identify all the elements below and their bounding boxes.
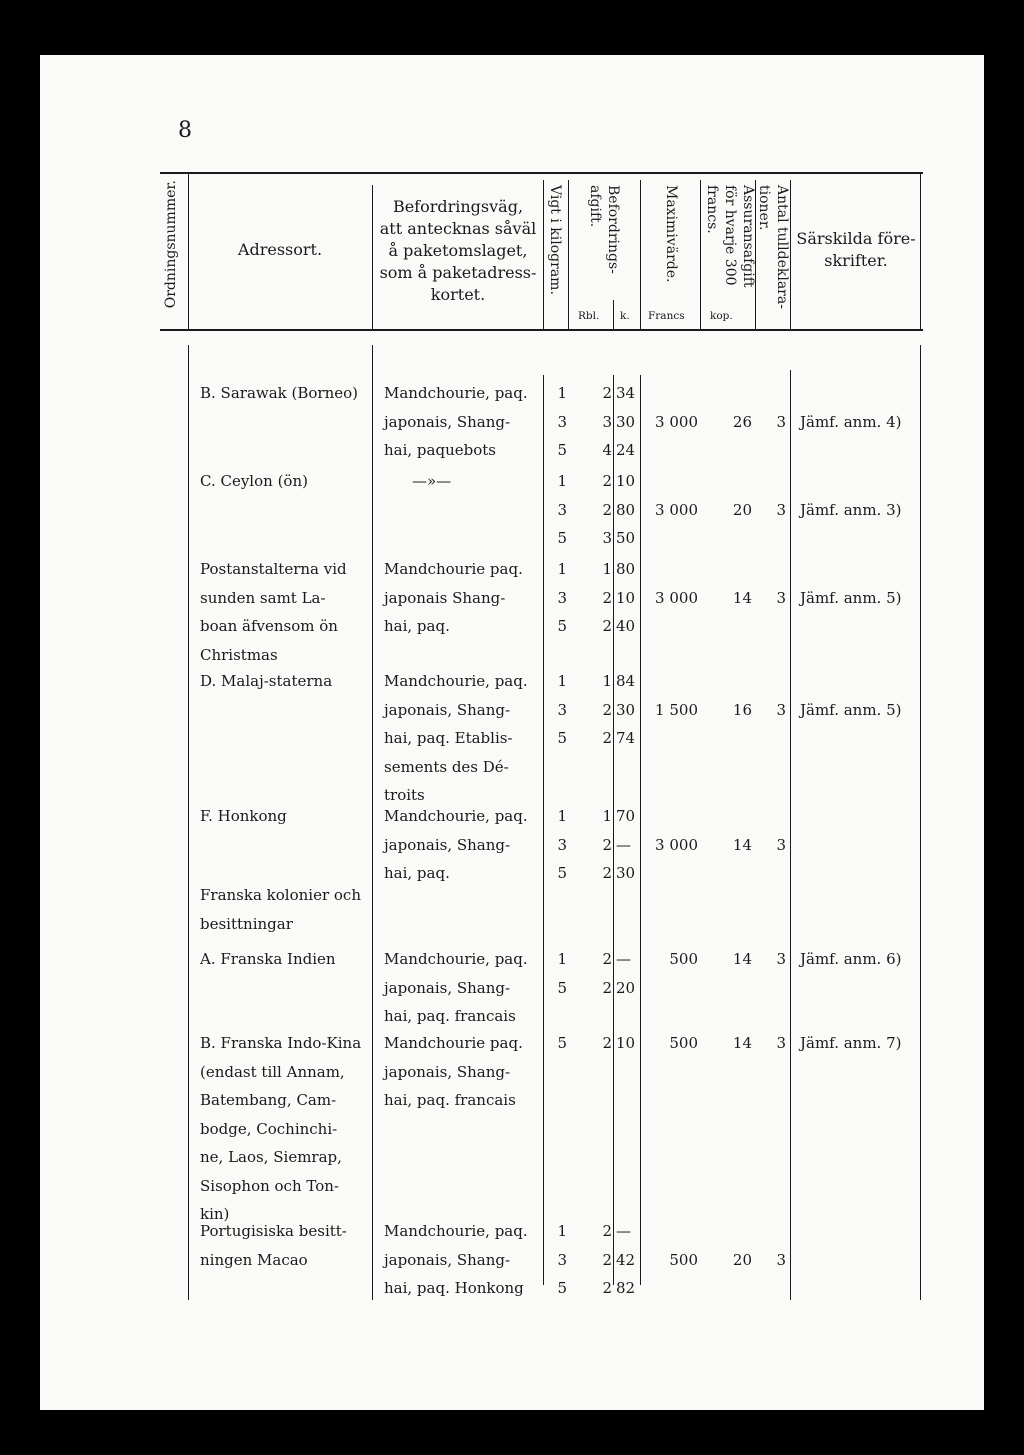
afgift-rbl-value: 1 bbox=[602, 807, 612, 825]
body-col-divider bbox=[613, 375, 614, 1285]
afgift-k-value: 50 bbox=[616, 529, 636, 547]
befordringsvag-line: hai, paquebots bbox=[384, 441, 496, 459]
befordringsvag-line: japonais, Shang- bbox=[384, 1062, 511, 1081]
befordringsvag-line: Mandchourie paq. bbox=[384, 1034, 523, 1052]
afgift-k-value: — bbox=[616, 950, 631, 968]
sarskilda-value: Jämf. anm. 5) bbox=[800, 700, 902, 719]
header-sarskilda bbox=[792, 228, 920, 272]
adressort-line: B. Sarawak (Borneo) bbox=[200, 384, 359, 402]
vigt-value: 1 bbox=[557, 560, 567, 578]
adressort-line: Batembang, Cam- bbox=[200, 1091, 337, 1109]
tulldeklarationer-value: 3 bbox=[776, 588, 786, 607]
afgift-k-value: 80 bbox=[616, 560, 636, 578]
header-befordringsvag bbox=[378, 196, 538, 306]
afgift-rbl-value: 1 bbox=[602, 560, 612, 578]
befordringsvag-line: Mandchourie paq. bbox=[384, 560, 523, 578]
header-vigt: Vigt i kilogram. bbox=[547, 185, 563, 295]
afgift-k-value: — bbox=[616, 1222, 631, 1240]
befordringsvag-line: hai, paq. francais bbox=[384, 1007, 516, 1025]
afgift-rbl-value: 2 bbox=[602, 1034, 612, 1052]
assurans-value: 14 bbox=[732, 1034, 752, 1052]
vigt-value: 5 bbox=[557, 864, 567, 882]
body-col-divider bbox=[920, 345, 921, 1300]
befordringsvag-line: japonais Shang- bbox=[384, 588, 506, 607]
befordringsvag-line: japonais, Shang- bbox=[384, 835, 511, 854]
header-afgift: Befordrings- afgift. bbox=[587, 185, 621, 274]
header-befordringsvag-line: kortet. bbox=[430, 285, 486, 304]
befordringsvag-line: hai, paq. bbox=[384, 617, 450, 635]
tulldeklarationer-value: 3 bbox=[776, 500, 786, 519]
page-number: 8 bbox=[178, 118, 192, 143]
adressort-line: ne, Laos, Siemrap, bbox=[200, 1148, 342, 1166]
afgift-rbl-value: 2 bbox=[602, 950, 612, 968]
afgift-k-value: 10 bbox=[616, 588, 636, 607]
adressort-line: Sisophon och Ton- bbox=[200, 1176, 339, 1195]
adressort-line: F. Honkong bbox=[200, 807, 287, 825]
header-afgift-k: k. bbox=[620, 310, 630, 322]
adressort-line: Portugisiska besitt- bbox=[200, 1222, 347, 1240]
vigt-value: 5 bbox=[557, 729, 567, 747]
tulldeklarationer-value: 3 bbox=[776, 412, 786, 431]
afgift-rbl-value: 4 bbox=[602, 441, 612, 459]
tulldeklarationer-value: 3 bbox=[776, 1034, 786, 1052]
befordringsvag-line: hai, paq. Etablis- bbox=[384, 729, 513, 747]
afgift-rbl-value: 3 bbox=[602, 529, 612, 547]
vigt-value: 5 bbox=[557, 1034, 567, 1052]
afgift-rbl-value: 2 bbox=[602, 472, 612, 490]
afgift-k-value: 24 bbox=[616, 441, 636, 459]
tulldeklarationer-value: 3 bbox=[776, 1250, 786, 1269]
header-col-divider bbox=[188, 174, 189, 329]
vigt-value: 1 bbox=[557, 384, 567, 402]
afgift-rbl-value: 2 bbox=[602, 384, 612, 402]
assurans-value: 14 bbox=[732, 950, 752, 968]
afgift-k-value: 74 bbox=[616, 729, 636, 747]
adressort-line: (endast till Annam, bbox=[200, 1062, 345, 1081]
befordringsvag-line: japonais, Shang- bbox=[384, 412, 511, 431]
afgift-k-value: 10 bbox=[616, 1034, 636, 1052]
tulldeklarationer-value: 3 bbox=[776, 950, 786, 968]
assurans-value: 14 bbox=[732, 588, 752, 607]
vigt-value: 1 bbox=[557, 472, 567, 490]
maximivarde-value: 3 000 bbox=[655, 500, 698, 519]
body-col-divider bbox=[372, 345, 373, 1300]
header-sarskilda-line: Särskilda före- bbox=[796, 229, 916, 248]
header-befordringsvag-line: att antecknas såväl bbox=[379, 219, 537, 238]
header-bottom-rule bbox=[160, 329, 923, 331]
header-befordringsvag-line: som å paketadress- bbox=[379, 263, 537, 282]
adressort-line: sunden samt La- bbox=[200, 588, 326, 607]
assurans-value: 20 bbox=[732, 1250, 752, 1269]
afgift-rbl-value: 3 bbox=[602, 412, 612, 431]
befordringsvag-line: sements des Dé- bbox=[384, 757, 509, 776]
afgift-k-value: 42 bbox=[616, 1250, 636, 1269]
maximivarde-value: 500 bbox=[669, 950, 698, 968]
befordringsvag-line: Mandchourie, paq. bbox=[384, 1222, 528, 1240]
befordringsvag-line: troits bbox=[384, 786, 425, 804]
befordringsvag-line: hai, paq. bbox=[384, 864, 450, 882]
adressort-line: Franska kolonier och bbox=[200, 886, 361, 904]
header-col-divider bbox=[700, 180, 701, 329]
afgift-rbl-value: 2 bbox=[602, 617, 612, 635]
befordringsvag-line: —»— bbox=[412, 472, 452, 490]
header-afgift-rbl: Rbl. bbox=[578, 310, 600, 322]
afgift-k-value: 82 bbox=[616, 1279, 636, 1297]
assurans-value: 14 bbox=[732, 835, 752, 854]
sarskilda-value: Jämf. anm. 5) bbox=[800, 588, 902, 607]
vigt-value: 3 bbox=[557, 588, 567, 607]
befordringsvag-line: Mandchourie, paq. bbox=[384, 672, 528, 690]
afgift-k-value: 30 bbox=[616, 864, 636, 882]
adressort-line: bodge, Cochinchi- bbox=[200, 1119, 338, 1138]
header-col-divider bbox=[372, 185, 373, 329]
maximivarde-value: 3 000 bbox=[655, 835, 698, 854]
tulldeklarationer-value: 3 bbox=[776, 835, 786, 854]
afgift-k-value: 30 bbox=[616, 700, 636, 719]
assurans-value: 20 bbox=[732, 500, 752, 519]
afgift-k-value: — bbox=[616, 835, 631, 854]
afgift-rbl-value: 2 bbox=[602, 864, 612, 882]
header-adressort: Adressort. bbox=[237, 240, 323, 259]
header-col-divider bbox=[613, 300, 614, 329]
assurans-value: 16 bbox=[732, 700, 752, 719]
sarskilda-value: Jämf. anm. 4) bbox=[800, 412, 902, 431]
header-befordringsvag-line: å paketomslaget, bbox=[388, 241, 528, 260]
body-col-divider bbox=[790, 370, 791, 1300]
befordringsvag-line: japonais, Shang- bbox=[384, 978, 511, 997]
adressort-line: Postanstalterna vid bbox=[200, 560, 347, 578]
header-maximivarde: Maximivärde. bbox=[663, 185, 679, 283]
afgift-k-value: 10 bbox=[616, 472, 636, 490]
afgift-rbl-value: 2 bbox=[602, 978, 612, 997]
afgift-rbl-value: 2 bbox=[602, 700, 612, 719]
header-assurans-unit: kop. bbox=[710, 310, 733, 322]
vigt-value: 3 bbox=[557, 1250, 567, 1269]
adressort-line: C. Ceylon (ön) bbox=[200, 472, 308, 490]
maximivarde-value: 500 bbox=[669, 1034, 698, 1052]
befordringsvag-line: Mandchourie, paq. bbox=[384, 384, 528, 402]
afgift-k-value: 30 bbox=[616, 412, 636, 431]
adressort-line: boan äfvensom ön bbox=[200, 617, 338, 635]
vigt-value: 3 bbox=[557, 412, 567, 431]
header-sarskilda-line: skrifter. bbox=[824, 251, 888, 270]
vigt-value: 1 bbox=[557, 1222, 567, 1240]
header-befordringsvag-line: Befordringsväg, bbox=[392, 197, 524, 216]
header-col-divider bbox=[920, 174, 921, 329]
afgift-k-value: 34 bbox=[616, 384, 636, 402]
afgift-k-value: 80 bbox=[616, 500, 636, 519]
sarskilda-value: Jämf. anm. 6) bbox=[800, 950, 902, 968]
header-col-divider bbox=[543, 180, 544, 329]
befordringsvag-line: japonais, Shang- bbox=[384, 700, 511, 719]
header-ordningsnummer: Ordningsnummer. bbox=[163, 180, 179, 309]
vigt-value: 3 bbox=[557, 835, 567, 854]
vigt-value: 1 bbox=[557, 807, 567, 825]
sarskilda-value: Jämf. anm. 3) bbox=[800, 500, 902, 519]
body-col-divider bbox=[543, 375, 544, 1285]
adressort-line: kin) bbox=[200, 1205, 230, 1223]
adressort-line: besittningar bbox=[200, 914, 293, 933]
afgift-rbl-value: 2 bbox=[602, 1222, 612, 1240]
adressort-line: D. Malaj-staterna bbox=[200, 672, 333, 690]
header-col-divider bbox=[640, 180, 641, 329]
maximivarde-value: 500 bbox=[669, 1250, 698, 1269]
vigt-value: 5 bbox=[557, 1279, 567, 1297]
assurans-value: 26 bbox=[732, 412, 752, 431]
vigt-value: 1 bbox=[557, 950, 567, 968]
body-col-divider bbox=[640, 375, 641, 1285]
afgift-rbl-value: 2 bbox=[602, 588, 612, 607]
afgift-rbl-value: 2 bbox=[602, 835, 612, 854]
header-assurans: Assuransafgift för hvarje 300 francs. bbox=[704, 185, 756, 288]
sarskilda-value: Jämf. anm. 7) bbox=[800, 1034, 902, 1052]
adressort-line: Christmas bbox=[200, 645, 278, 664]
afgift-k-value: 40 bbox=[616, 617, 636, 635]
vigt-value: 1 bbox=[557, 672, 567, 690]
afgift-k-value: 20 bbox=[616, 978, 636, 997]
vigt-value: 5 bbox=[557, 978, 567, 997]
afgift-rbl-value: 1 bbox=[602, 672, 612, 690]
vigt-value: 5 bbox=[557, 529, 567, 547]
afgift-rbl-value: 2 bbox=[602, 1250, 612, 1269]
afgift-rbl-value: 2 bbox=[602, 500, 612, 519]
header-tulldeklarationer: Antal tulldeklara- tioner. bbox=[756, 185, 790, 309]
header-top-rule bbox=[160, 172, 923, 174]
adressort-line: ningen Macao bbox=[200, 1250, 308, 1269]
befordringsvag-line: hai, paq. Honkong bbox=[384, 1279, 524, 1297]
maximivarde-value: 3 000 bbox=[655, 588, 698, 607]
vigt-value: 3 bbox=[557, 700, 567, 719]
befordringsvag-line: Mandchourie, paq. bbox=[384, 950, 528, 968]
befordringsvag-line: japonais, Shang- bbox=[384, 1250, 511, 1269]
maximivarde-value: 3 000 bbox=[655, 412, 698, 431]
body-col-divider bbox=[188, 345, 189, 1300]
befordringsvag-line: Mandchourie, paq. bbox=[384, 807, 528, 825]
vigt-value: 5 bbox=[557, 441, 567, 459]
befordringsvag-line: hai, paq. francais bbox=[384, 1091, 516, 1109]
afgift-rbl-value: 2 bbox=[602, 729, 612, 747]
vigt-value: 3 bbox=[557, 500, 567, 519]
afgift-rbl-value: 2 bbox=[602, 1279, 612, 1297]
maximivarde-value: 1 500 bbox=[655, 700, 698, 719]
afgift-k-value: 70 bbox=[616, 807, 636, 825]
afgift-k-value: 84 bbox=[616, 672, 636, 690]
adressort-line: B. Franska Indo-Kina bbox=[200, 1034, 362, 1052]
vigt-value: 5 bbox=[557, 617, 567, 635]
tulldeklarationer-value: 3 bbox=[776, 700, 786, 719]
adressort-line: A. Franska Indien bbox=[200, 950, 336, 968]
header-maximivarde-unit: Francs bbox=[648, 310, 685, 322]
header-col-divider bbox=[568, 180, 569, 329]
